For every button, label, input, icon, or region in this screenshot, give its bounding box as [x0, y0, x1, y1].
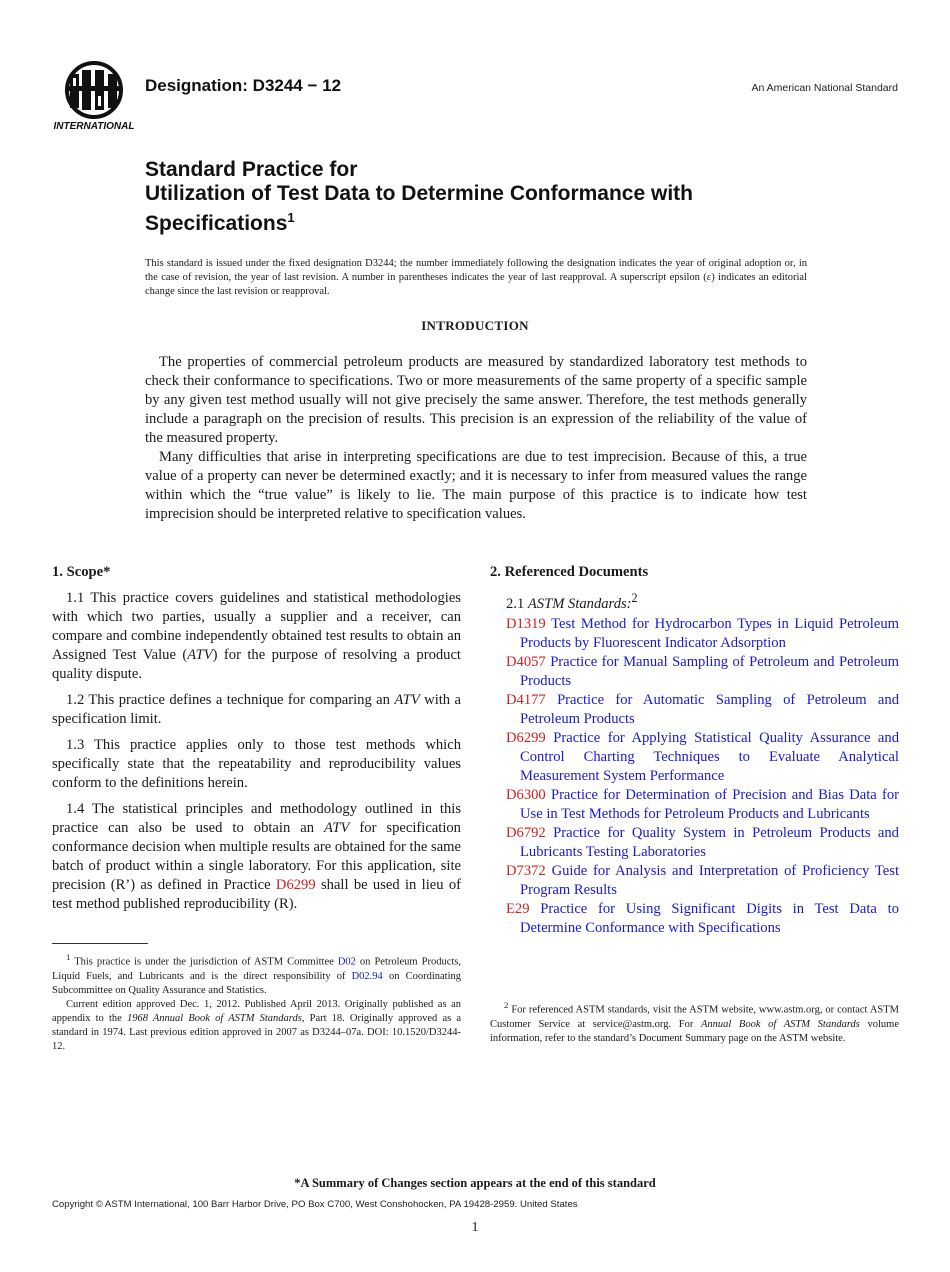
reference-title-link[interactable]: Practice for Manual Sampling of Petroleum and Petroleum Products: [520, 653, 899, 689]
title-line-3-text: Specifications: [145, 212, 288, 235]
astm-standards-subheading: 2.1 ASTM Standards:$^2$: [506, 591, 638, 612]
logo-text: INTERNATIONAL: [53, 121, 135, 132]
designation: Designation: D3244 − 12: [145, 76, 342, 95]
reference-code-link[interactable]: D6792: [506, 824, 546, 841]
reference-code-link[interactable]: D7372: [506, 862, 546, 879]
scope-section: [52, 563, 461, 921]
astm-logo: [52, 58, 136, 132]
scope-heading: 1. Scope*: [52, 564, 111, 580]
reference-code-link[interactable]: D4177: [506, 691, 546, 708]
national-standard-label: An American National Standard: [751, 82, 898, 94]
document-title: [145, 158, 865, 236]
link-d6299[interactable]: D6299: [275, 877, 316, 893]
referenced-documents-heading: 2. Referenced Documents: [490, 564, 649, 580]
reference-list: [490, 615, 899, 938]
reference-title-link[interactable]: Practice for Determination of Precision and Bias Data for Use in Test Methods for Petroleum Products and Lubricants: [520, 786, 899, 822]
scope-paragraph-1-4: 1.4 The statistical principles and methodology outlined in this practice can also be used to obtain an ATV for specification conformance decision when multiple results are obtained for the same batch of product within a single laboratory. For this application, site precision (R’) as defined in Practice D6299 shall be used in lieu of test method published reproducibility (R).: [52, 801, 461, 912]
footnote-2: [490, 998, 899, 1046]
reference-item: [490, 824, 899, 862]
introduction-paragraph-1: The properties of commercial petroleum products are measured by standardized laboratory test methods to check their conformance to specifications. Two or more measurements of the same property of a specific sample by any given test method usually will not give precisely the same answer. Therefore, the test methods generally include a paragraph on the precision of results. This precision is an expression of the reliability of the value of the measured property.: [145, 354, 807, 446]
copyright-notice: Copyright © ASTM International, 100 Barr Harbor Drive, PO Box C700, West Conshohocken, PA 19428-2959. United States: [52, 1199, 578, 1210]
reference-title-link[interactable]: Practice for Automatic Sampling of Petroleum and Petroleum Products: [520, 691, 899, 727]
introduction: [145, 353, 807, 524]
link-d02-94[interactable]: D02.94: [351, 970, 383, 982]
issue-note: This standard is issued under the fixed designation D3244; the number immediately following the designation indicates the year of original adoption or, in the case of revision, the year of last revision. A number in parentheses indicates the year of last reapproval. A superscript epsilon (ε) indicates an editorial change since the last revision or reapproval.: [145, 258, 807, 297]
footnote-marker-2[interactable]: 2: [631, 591, 638, 605]
reference-item: [490, 862, 899, 900]
reference-title-link[interactable]: Practice for Quality System in Petroleum Products and Lubricants Testing Laboratories: [520, 824, 899, 860]
scope-paragraph-1-1: 1.1 This practice covers guidelines and statistical methodologies with which two parties, usually a supplier and a receiver, can compare and combine independently obtained test results to obtain an Assigned Test Value (ATV) for the purpose of resolving a product quality dispute.: [52, 590, 461, 682]
reference-item: [490, 786, 899, 824]
title-line-1: Standard Practice for: [145, 158, 358, 181]
link-d02[interactable]: D02: [337, 956, 356, 968]
title-line-2: Utilization of Test Data to Determine Conformance with: [145, 182, 693, 205]
introduction-heading: INTRODUCTION: [421, 318, 529, 333]
reference-code-link[interactable]: D6299: [506, 729, 546, 746]
reference-item: [490, 691, 899, 729]
summary-of-changes-note: *A Summary of Changes section appears at the end of this standard: [294, 1176, 656, 1190]
reference-item: [490, 653, 899, 691]
title-line-3: [145, 206, 865, 236]
scope-paragraph-1-3: 1.3 This practice applies only to those test methods which specifically state that the repeatability and reproducibility values conform to the definitions herein.: [52, 737, 461, 791]
footnote-2-paragraph: $^2$ For referenced ASTM standards, visit the ASTM website, www.astm.org, or contact ASTM Customer Service at service@astm.org. For Annual Book of ASTM Standards volume information, refer to the standard’s Document Summary page on the ASTM website.: [490, 1000, 899, 1044]
footnote-1-paragraph-1: $^1$ This practice is under the jurisdiction of ASTM Committee D02 on Petroleum Products, Liquid Fuels, and Lubricants and is the direct responsibility of D02.94 on Coordinating Subcommittee on Quality Assurance and Statistics.: [52, 952, 461, 996]
reference-item: [490, 729, 899, 786]
reference-code-link[interactable]: D6300: [506, 786, 546, 803]
footnote-1-paragraph-2: Current edition approved Dec. 1, 2012. Published April 2013. Originally published as an appendix to the 1968 Annual Book of ASTM Standards, Part 18. Originally approved as a standard in 1974. Last previous edition approved in 2007 as D3244–07a. DOI: 10.1520/D3244-12.: [52, 998, 462, 1052]
reference-item: [490, 615, 899, 653]
reference-code-link[interactable]: D4057: [506, 653, 546, 670]
reference-title-link[interactable]: Practice for Applying Statistical Quality Assurance and Control Charting Techniques to Evaluate Analytical Measurement System Performance: [520, 729, 900, 784]
scope-paragraph-1-2: 1.2 This practice defines a technique for comparing an ATV with a specification limit.: [52, 692, 461, 727]
page-number: 1: [471, 1220, 479, 1235]
reference-title-link[interactable]: Test Method for Hydrocarbon Types in Liquid Petroleum Products by Fluorescent Indicator Adsorption: [520, 615, 899, 651]
reference-code-link[interactable]: E29: [506, 900, 530, 917]
reference-item: [490, 900, 899, 938]
reference-title-link[interactable]: Practice for Using Significant Digits in Test Data to Determine Conformance with Specifications: [520, 900, 899, 936]
reference-title-link[interactable]: Guide for Analysis and Interpretation of Proficiency Test Program Results: [520, 862, 900, 898]
footnote-1: [52, 950, 461, 1054]
footnote-divider: [52, 943, 148, 944]
title-footnote-marker[interactable]: 1: [287, 210, 295, 225]
introduction-paragraph-2: Many difficulties that arise in interpreting specifications are due to test imprecision. Because of this, a true value of a property can never be determined exactly; and it is necessary to infer from measured values the range within which the “true value” is likely to lie. The main purpose of this practice is to indicate how test imprecision should be interpreted relative to specification values.: [145, 449, 807, 522]
referenced-documents-section: [490, 563, 899, 938]
reference-code-link[interactable]: D1319: [506, 615, 546, 632]
